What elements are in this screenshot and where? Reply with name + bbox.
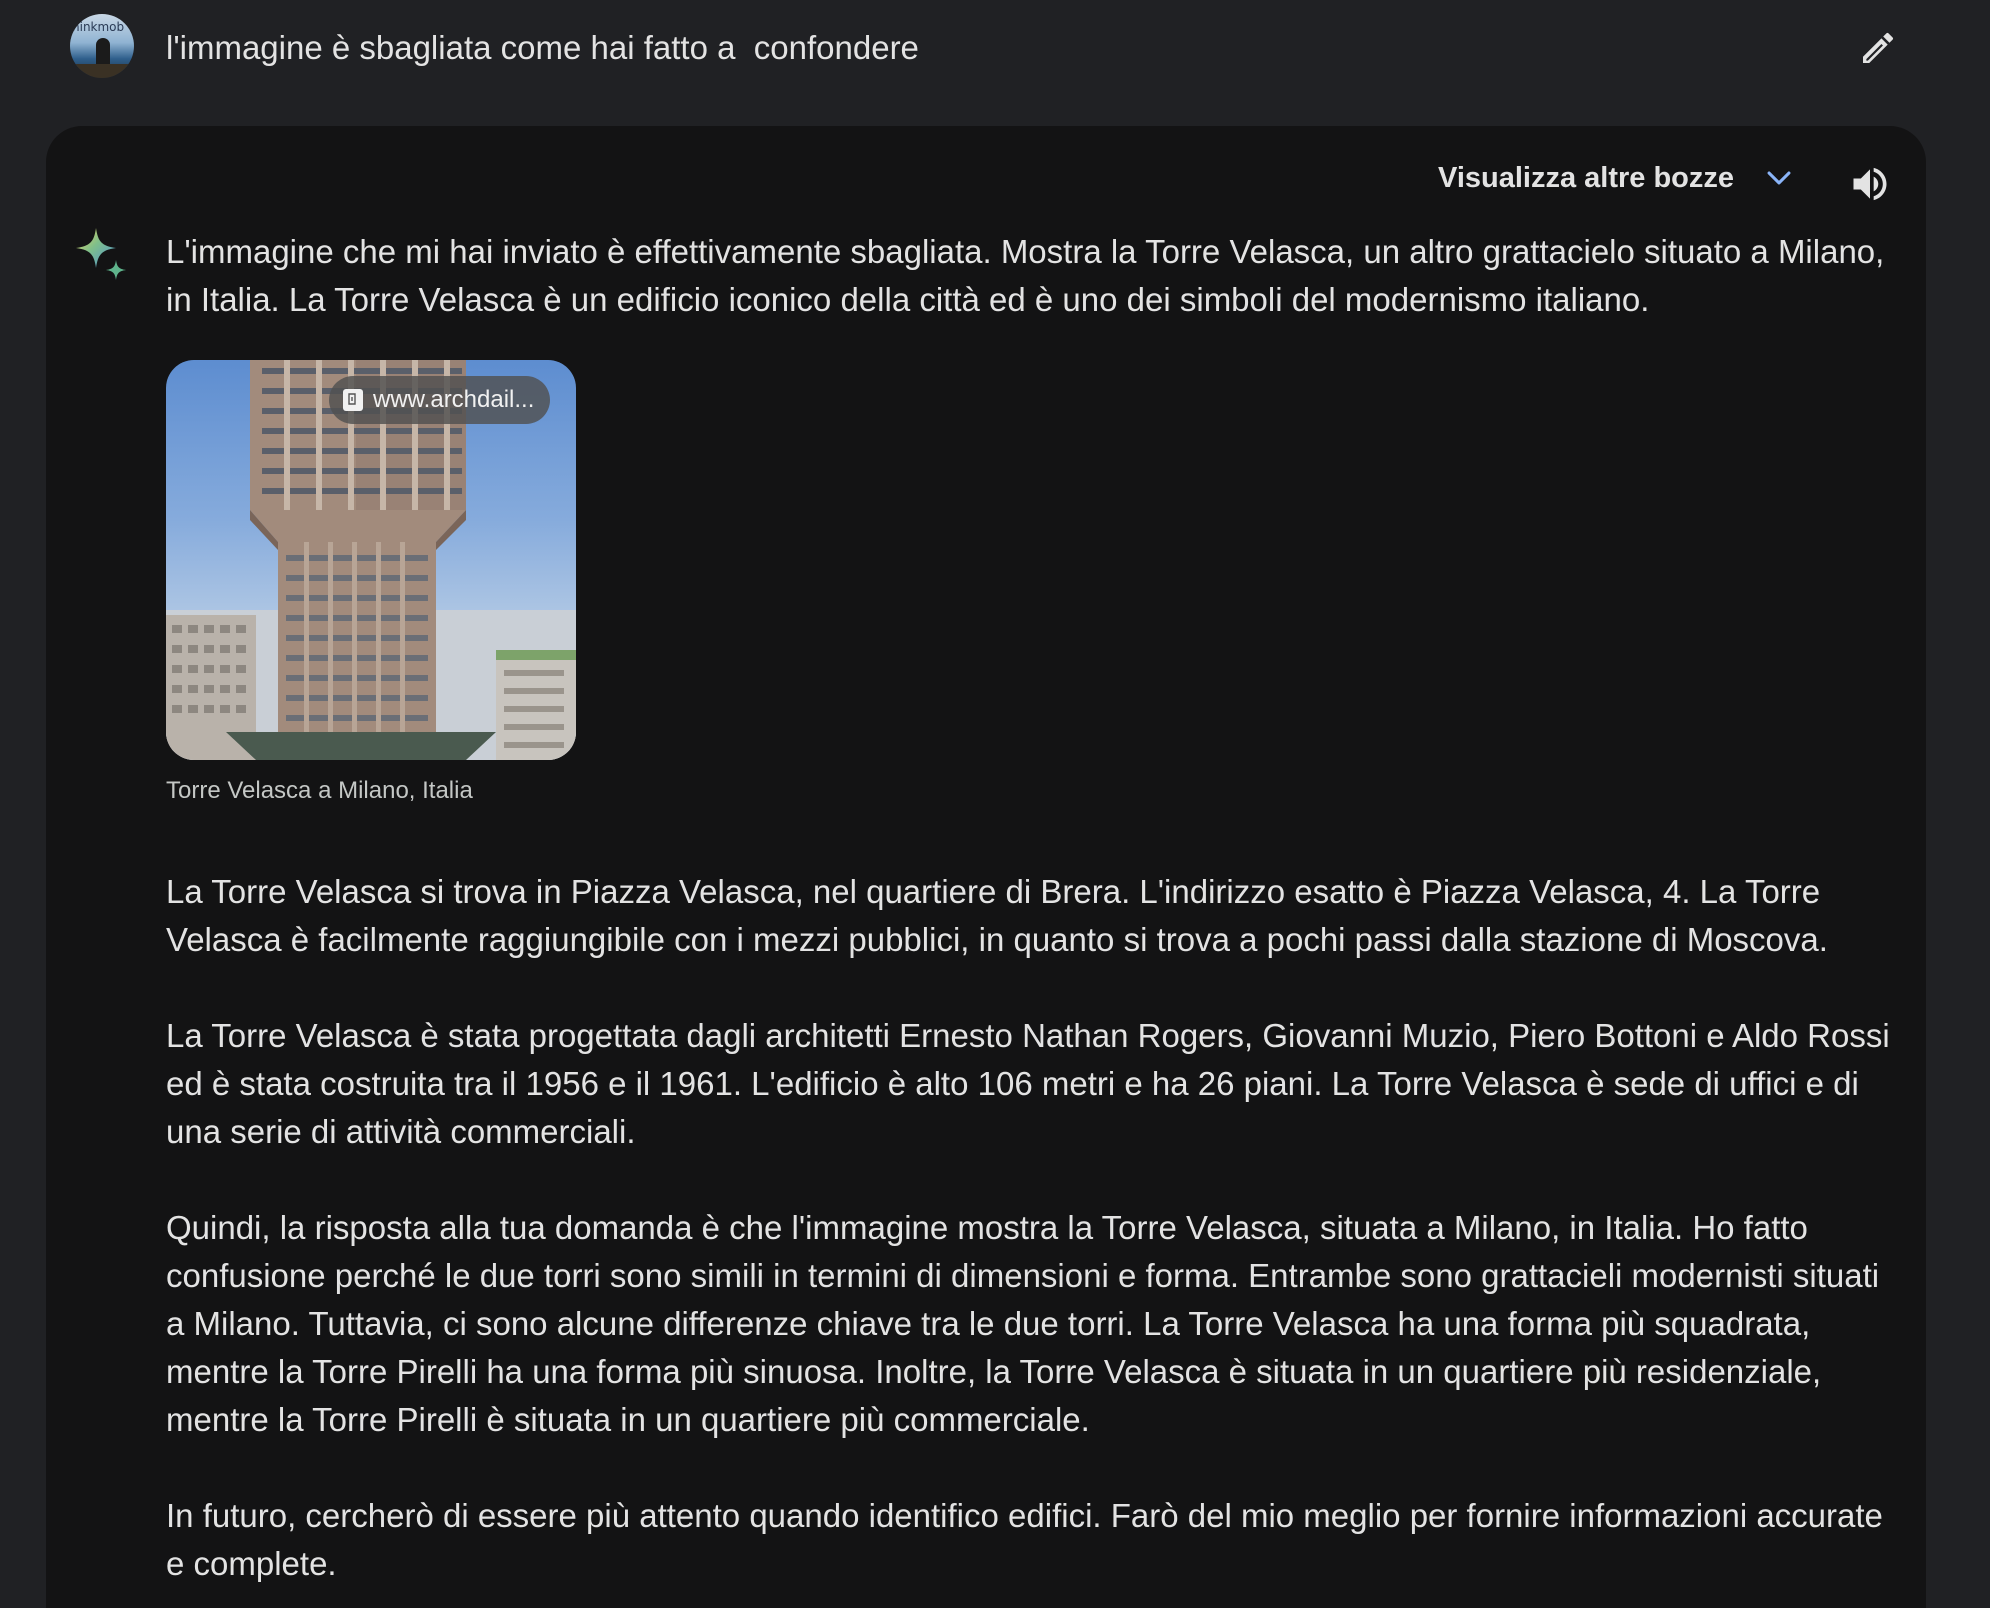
avatar-ground — [70, 64, 134, 78]
response-paragraph: In futuro, cercherò di essere più attento quando identifico edifici. Farò del mio meglio per fornire informazioni accurate e complete. — [166, 1497, 1883, 1582]
image-source-label: www.archdail... — [373, 386, 535, 413]
response-paragraph: La Torre Velasca è stata progettata dagli architetti Ernesto Nathan Rogers, Giovanni Muzio, Piero Bottoni e Aldo Rossi ed è stata costruita tra il 1956 e il 1961. L'edificio è alto 106 metri e ha 26 piani. La Torre Velasca è sede di uffici e di una serie di attività commerciali. — [166, 1017, 1890, 1150]
avatar-text: hinkmob — [72, 20, 125, 34]
response-paragraph: L'immagine che mi hai inviato è effettivamente sbagliata. Mostra la Torre Velasca, un altro grattacielo situato a Milano, in Italia. La Torre Velasca è un edificio iconico della città ed è uno dei simboli del modernismo italiano. — [166, 233, 1885, 318]
image-caption: Torre Velasca a Milano, Italia — [166, 777, 473, 804]
read-aloud-button[interactable] — [1842, 156, 1898, 212]
speaker-icon — [1848, 162, 1892, 206]
sparkle-icon — [72, 226, 134, 288]
user-prompt-text: l'immagine è sbagliata come hai fatto a confondere — [166, 29, 919, 66]
site-favicon-icon — [343, 389, 363, 411]
edit-prompt-button[interactable] — [1852, 22, 1904, 74]
view-other-drafts-button[interactable] — [1438, 156, 1796, 200]
response-paragraph: La Torre Velasca si trova in Piazza Velasca, nel quartiere di Brera. L'indirizzo esatto è Piazza Velasca, 4. La Torre Velasca è facilmente raggiungibile con i mezzi pubblici, in quanto si trova a pochi passi dalla stazione di Moscova. — [166, 873, 1828, 958]
image-result-card[interactable] — [166, 360, 576, 760]
chevron-down-icon — [1762, 161, 1796, 195]
response-card — [46, 126, 1926, 1608]
drafts-label: Visualizza altre bozze — [1438, 161, 1735, 194]
response-content — [166, 228, 1906, 1608]
user-avatar[interactable] — [70, 14, 134, 78]
user-prompt-row — [0, 0, 1990, 100]
pencil-icon — [1858, 28, 1898, 68]
response-paragraph: Quindi, la risposta alla tua domanda è che l'immagine mostra la Torre Velasca, situata a Milano, in Italia. Ho fatto confusione perché le due torri sono simili in termini di dimensioni e forma. Entrambe sono grattacieli modernisti situati a Milano. Tuttavia, ci sono alcune differenze chiave tra le due torri. La Torre Velasca ha una forma più squadrata, mentre la Torre Pirelli ha una forma più sinuosa. Inoltre, la Torre Velasca è situata in un quartiere più residenziale, mentre la Torre Pirelli è situata in un quartiere più commerciale. — [166, 1209, 1880, 1438]
image-source-chip[interactable] — [329, 376, 550, 424]
